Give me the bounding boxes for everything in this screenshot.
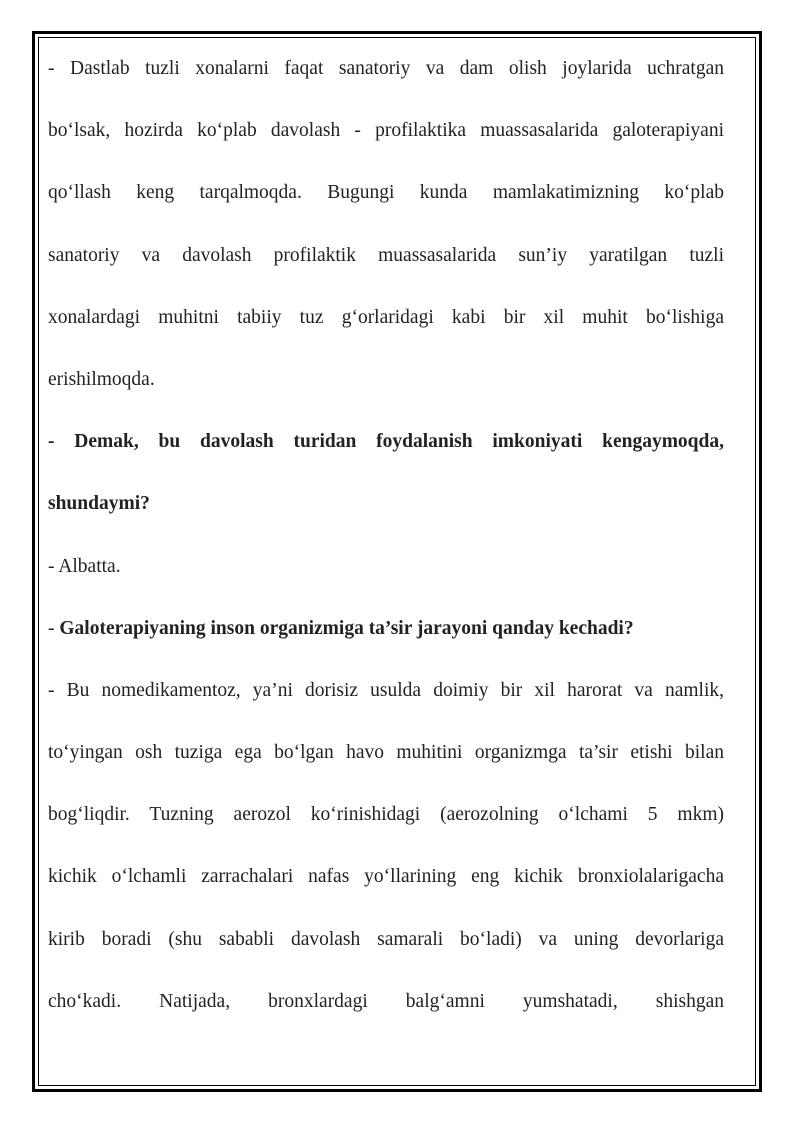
paragraph-1-line-4: sanatoriy va davolash profilaktik muassasalarida sun’iy yaratilgan tuzli xyxy=(48,244,724,266)
paragraph-2-line-2: to‘yingan osh tuziga ega bo‘lgan havo muhitini organizmga ta’sir etishi bilan xyxy=(48,742,724,764)
question-1-line-2: shundaymi? xyxy=(48,493,150,515)
paragraph-2-line-4: kichik o‘lchamli zarrachalari nafas yo‘llarining eng kichik bronxiolalarigacha xyxy=(48,866,724,888)
paragraph-2-line-1: - Bu nomedikamentoz, ya’ni dorisiz usulda doimiy bir xil harorat va namlik, xyxy=(48,679,724,701)
question-2-dash: - xyxy=(48,617,60,639)
paragraph-1-line-1: - Dastlab tuzli xonalarni faqat sanatoriy va dam olish joylarida uchratgan xyxy=(48,58,724,79)
paragraph-2-line-3: bog‘liqdir. Tuzning aerozol ko‘rinishidagi (aerozolning o‘lchami 5 mkm) xyxy=(48,804,724,826)
paragraph-1-line-3: qo‘llash keng tarqalmoqda. Bugungi kunda mamlakatimizning ko‘plab xyxy=(48,182,724,204)
question-1-line-1: - Demak, bu davolash turidan foydalanish imkoniyati kengaymoqda, xyxy=(48,431,724,453)
answer-1: - Albatta. xyxy=(48,555,121,577)
paragraph-1-line-2: bo‘lsak, hozirda ko‘plab davolash - profilaktika muassasalarida galoterapiyani xyxy=(48,120,724,142)
paragraph-1-line-6: erishilmoqda. xyxy=(48,368,155,390)
paragraph-2-line-5: kirib boradi (shu sababli davolash samarali bo‘ladi) va uning devorlariga xyxy=(48,928,724,950)
question-2 xyxy=(48,613,724,644)
paragraph-1-line-5: xonalardagi muhitni tabiiy tuz g‘orlaridagi kabi bir xil muhit bo‘lishiga xyxy=(48,306,724,328)
question-2-text: Galoterapiyaning inson organizmiga ta’sir jarayoni qanday kechadi? xyxy=(59,617,634,639)
paragraph-2-line-6: cho‘kadi. Natijada, bronxlardagi balg‘amni yumshatadi, shishgan xyxy=(48,990,724,1012)
document-body xyxy=(48,53,724,1017)
